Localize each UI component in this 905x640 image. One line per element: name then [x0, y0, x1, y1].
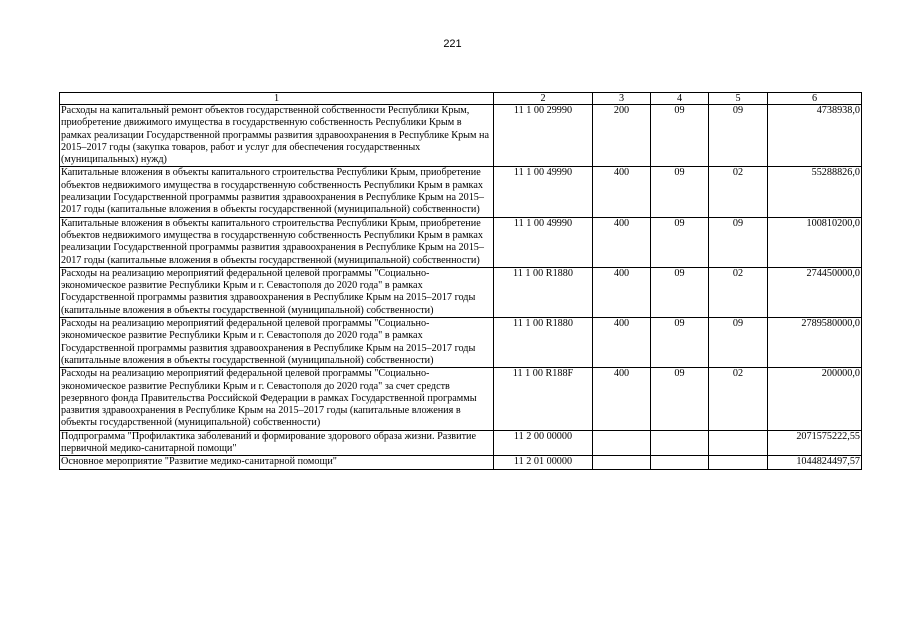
- header-col-2: 2: [494, 93, 593, 105]
- cell-description: Расходы на реализацию мероприятий федеральной целевой программы "Социально-экономическое развитие Республики Крым и г. Севастополя до 2020 года" в рамках Государственной программы развития здравоохранения в Республике Крым на 2015–2017 годы (капитальные вложения в объекты государственной (муниципальной) собственности): [60, 318, 494, 368]
- cell-description: Подпрограмма "Профилактика заболеваний и формирование здорового образа жизни. Развитие первичной медико-санитарной помощи": [60, 430, 494, 456]
- cell-section: [651, 456, 709, 469]
- header-col-4: 4: [651, 93, 709, 105]
- cell-section: 09: [651, 105, 709, 167]
- cell-subsection: 02: [709, 167, 768, 217]
- cell-amount: 100810200,0: [768, 217, 862, 267]
- header-col-5: 5: [709, 93, 768, 105]
- cell-subsection: 02: [709, 267, 768, 317]
- cell-subsection: 09: [709, 318, 768, 368]
- cell-expense-type: [593, 456, 651, 469]
- cell-subsection: [709, 430, 768, 456]
- cell-description: Капитальные вложения в объекты капитального строительства Республики Крым, приобретение объектов недвижимого имущества в государственную собственность Республики Крым в рамках реализации Государственной программы развития здравоохранения в Республике Крым на 2015–2017 годы (капитальные вложения в объекты государственной (муниципальной) собственности): [60, 217, 494, 267]
- cell-description: Расходы на реализацию мероприятий федеральной целевой программы "Социально-экономическое развитие Республики Крым и г. Севастополя до 2020 года" за счет средств резервного фонда Правительства Российской Федерации в рамках Государственной программы развития здравоохранения в Республике Крым на 2015–2017 годы (капитальные вложения в объекты государственной (муниципальной) собственности): [60, 368, 494, 430]
- cell-expense-type: 400: [593, 318, 651, 368]
- cell-amount: 200000,0: [768, 368, 862, 430]
- table-header-row: [60, 93, 862, 105]
- cell-subsection: 02: [709, 368, 768, 430]
- table-row: [60, 456, 862, 469]
- cell-expense-type: 400: [593, 267, 651, 317]
- cell-expense-type: 400: [593, 167, 651, 217]
- cell-section: 09: [651, 318, 709, 368]
- header-col-3: 3: [593, 93, 651, 105]
- cell-expense-type: 400: [593, 368, 651, 430]
- header-col-6: 6: [768, 93, 862, 105]
- cell-amount: 55288826,0: [768, 167, 862, 217]
- page-number: 221: [443, 38, 462, 50]
- cell-description: Основное мероприятие "Развитие медико-санитарной помощи": [60, 456, 494, 469]
- cell-description: Капитальные вложения в объекты капитального строительства Республики Крым, приобретение объектов недвижимого имущества в государственную собственность Республики Крым в рамках реализации Государственной программы развития здравоохранения в Республике Крым на 2015–2017 годы (капитальные вложения в объекты государственной (муниципальной) собственности): [60, 167, 494, 217]
- table-row: [60, 430, 862, 456]
- cell-subsection: 09: [709, 105, 768, 167]
- cell-target-code: 11 1 00 29990: [494, 105, 593, 167]
- cell-target-code: 11 1 00 R188F: [494, 368, 593, 430]
- cell-expense-type: 200: [593, 105, 651, 167]
- cell-target-code: 11 1 00 49990: [494, 217, 593, 267]
- cell-amount: 1044824497,57: [768, 456, 862, 469]
- table-row: [60, 267, 862, 317]
- cell-expense-type: 400: [593, 217, 651, 267]
- cell-target-code: 11 1 00 R1880: [494, 318, 593, 368]
- cell-subsection: 09: [709, 217, 768, 267]
- cell-section: 09: [651, 217, 709, 267]
- cell-target-code: 11 1 00 R1880: [494, 267, 593, 317]
- header-col-1: 1: [60, 93, 494, 105]
- cell-description: Расходы на капитальный ремонт объектов государственной собственности Республики Крым, приобретение движимого имущества в государственную собственность Республики Крым в рамках реализации Государственной программы развития здравоохранения в Республике Крым на 2015–2017 годы (закупка товаров, работ и услуг для обеспечения государственных (муниципальных) нужд): [60, 105, 494, 167]
- cell-target-code: 11 2 00 00000: [494, 430, 593, 456]
- table-row: [60, 318, 862, 368]
- cell-expense-type: [593, 430, 651, 456]
- cell-section: 09: [651, 368, 709, 430]
- cell-amount: 2071575222,55: [768, 430, 862, 456]
- cell-amount: 274450000,0: [768, 267, 862, 317]
- table-row: [60, 167, 862, 217]
- table-row: [60, 105, 862, 167]
- table-row: [60, 368, 862, 430]
- budget-table: [59, 92, 862, 470]
- cell-section: [651, 430, 709, 456]
- cell-target-code: 11 2 01 00000: [494, 456, 593, 469]
- cell-target-code: 11 1 00 49990: [494, 167, 593, 217]
- cell-description: Расходы на реализацию мероприятий федеральной целевой программы "Социально-экономическое развитие Республики Крым и г. Севастополя до 2020 года" в рамках Государственной программы развития здравоохранения в Республике Крым на 2015–2017 годы (капитальные вложения в объекты государственной (муниципальной) собственности): [60, 267, 494, 317]
- cell-amount: 2789580000,0: [768, 318, 862, 368]
- cell-subsection: [709, 456, 768, 469]
- cell-amount: 4738938,0: [768, 105, 862, 167]
- table-row: [60, 217, 862, 267]
- cell-section: 09: [651, 167, 709, 217]
- cell-section: 09: [651, 267, 709, 317]
